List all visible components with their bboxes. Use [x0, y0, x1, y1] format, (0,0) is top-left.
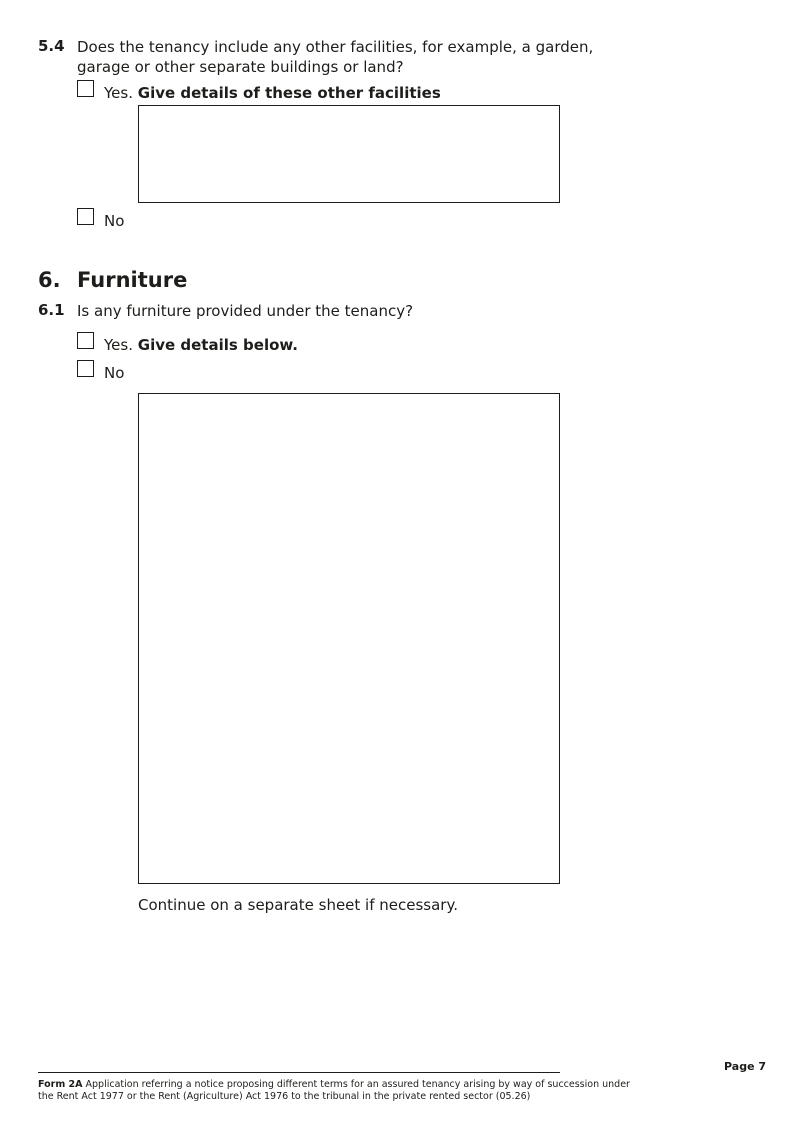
- no-checkbox[interactable]: [77, 360, 94, 377]
- question-number: 6.1: [38, 301, 65, 319]
- page-number: Page 7: [724, 1060, 767, 1073]
- question-text: [77, 37, 597, 77]
- yes-label: Yes.: [104, 336, 133, 354]
- yes-instruction: Give details of these other facilities: [137, 84, 441, 102]
- yes-label: Yes.: [104, 84, 133, 102]
- yes-option-label: [104, 336, 298, 354]
- question-number: 5.4: [38, 37, 65, 55]
- footer-line: the Rent Act 1977 or the Rent (Agriculture) Act 1976 to the tribunal in the private rented sector (05.26): [38, 1091, 531, 1102]
- section-title: Furniture: [77, 268, 188, 292]
- footer-divider: [38, 1072, 560, 1073]
- form-id: Form 2A: [38, 1079, 83, 1090]
- yes-checkbox[interactable]: [77, 332, 94, 349]
- other-facilities-details-field[interactable]: [138, 105, 560, 203]
- no-label: No: [104, 364, 125, 382]
- footer-text: [38, 1079, 638, 1103]
- yes-checkbox[interactable]: [77, 80, 94, 97]
- question-text-line: garage or other separate buildings or land?: [77, 58, 404, 76]
- no-checkbox[interactable]: [77, 208, 94, 225]
- footer-line: [38, 1079, 638, 1091]
- continue-note: Continue on a separate sheet if necessary.: [138, 896, 458, 914]
- footer-description: Application referring a notice proposing different terms for an assured tenancy arising by way of succession under: [85, 1079, 630, 1090]
- yes-option-label: [104, 84, 441, 102]
- no-label: No: [104, 212, 125, 230]
- yes-instruction: Give details below.: [137, 336, 298, 354]
- furniture-details-field[interactable]: [138, 393, 560, 884]
- question-text-line: Does the tenancy include any other facilities, for example, a garden,: [77, 38, 594, 56]
- question-text: Is any furniture provided under the tenancy?: [77, 302, 414, 320]
- section-number: 6.: [38, 268, 61, 292]
